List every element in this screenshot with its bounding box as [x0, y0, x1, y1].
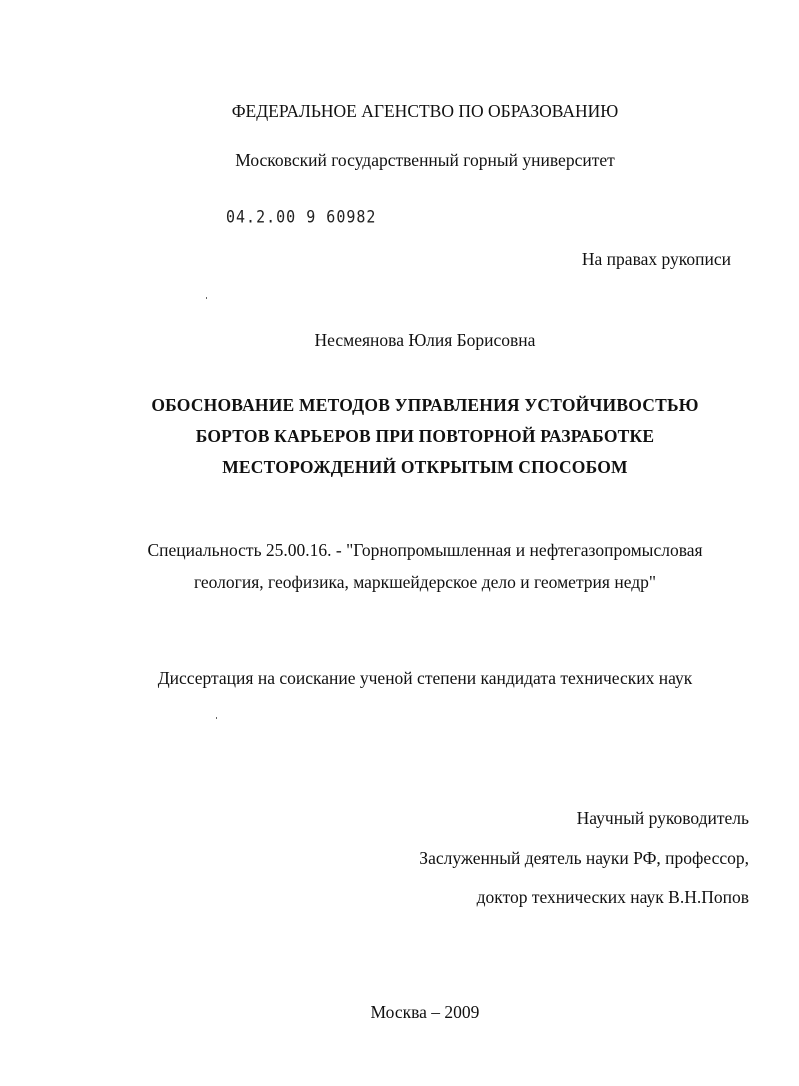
specialty-line-2: геология, геофизика, маркшейдерское дело и геометрия недр"	[193, 572, 657, 592]
thesis-title-line-1: ОБОСНОВАНИЕ МЕТОДОВ УПРАВЛЕНИЯ УСТОЙЧИВОСТЬЮ	[151, 395, 699, 415]
city-year: Москва – 2009	[370, 1002, 480, 1022]
dissertation-statement: Диссертация на соискание ученой степени кандидата технических наук	[157, 668, 693, 688]
registration-stamp: 04.2.00 9 60982	[226, 206, 377, 227]
specialty-line-1: Специальность 25.00.16. - "Горнопромышленная и нефтегазопромысловая	[147, 540, 703, 560]
supervisor-role: Научный руководитель	[576, 808, 749, 828]
supervisor-honor: Заслуженный деятель науки РФ, профессор,	[419, 848, 749, 868]
thesis-title-line-2: БОРТОВ КАРЬЕРОВ ПРИ ПОВТОРНОЙ РАЗРАБОТКЕ	[195, 426, 655, 446]
scan-speck	[216, 717, 217, 719]
author-name: Несмеянова Юлия Борисовна	[314, 330, 536, 350]
agency-heading: ФЕДЕРАЛЬНОЕ АГЕНСТВО ПО ОБРАЗОВАНИЮ	[231, 101, 619, 121]
rights-note: На правах рукописи	[581, 249, 731, 269]
university-name: Московский государственный горный университет	[235, 150, 615, 170]
supervisor-degree-name: доктор технических наук В.Н.Попов	[476, 887, 749, 907]
thesis-title-line-3: МЕСТОРОЖДЕНИЙ ОТКРЫТЫМ СПОСОБОМ	[222, 457, 628, 477]
scan-speck	[206, 297, 207, 299]
